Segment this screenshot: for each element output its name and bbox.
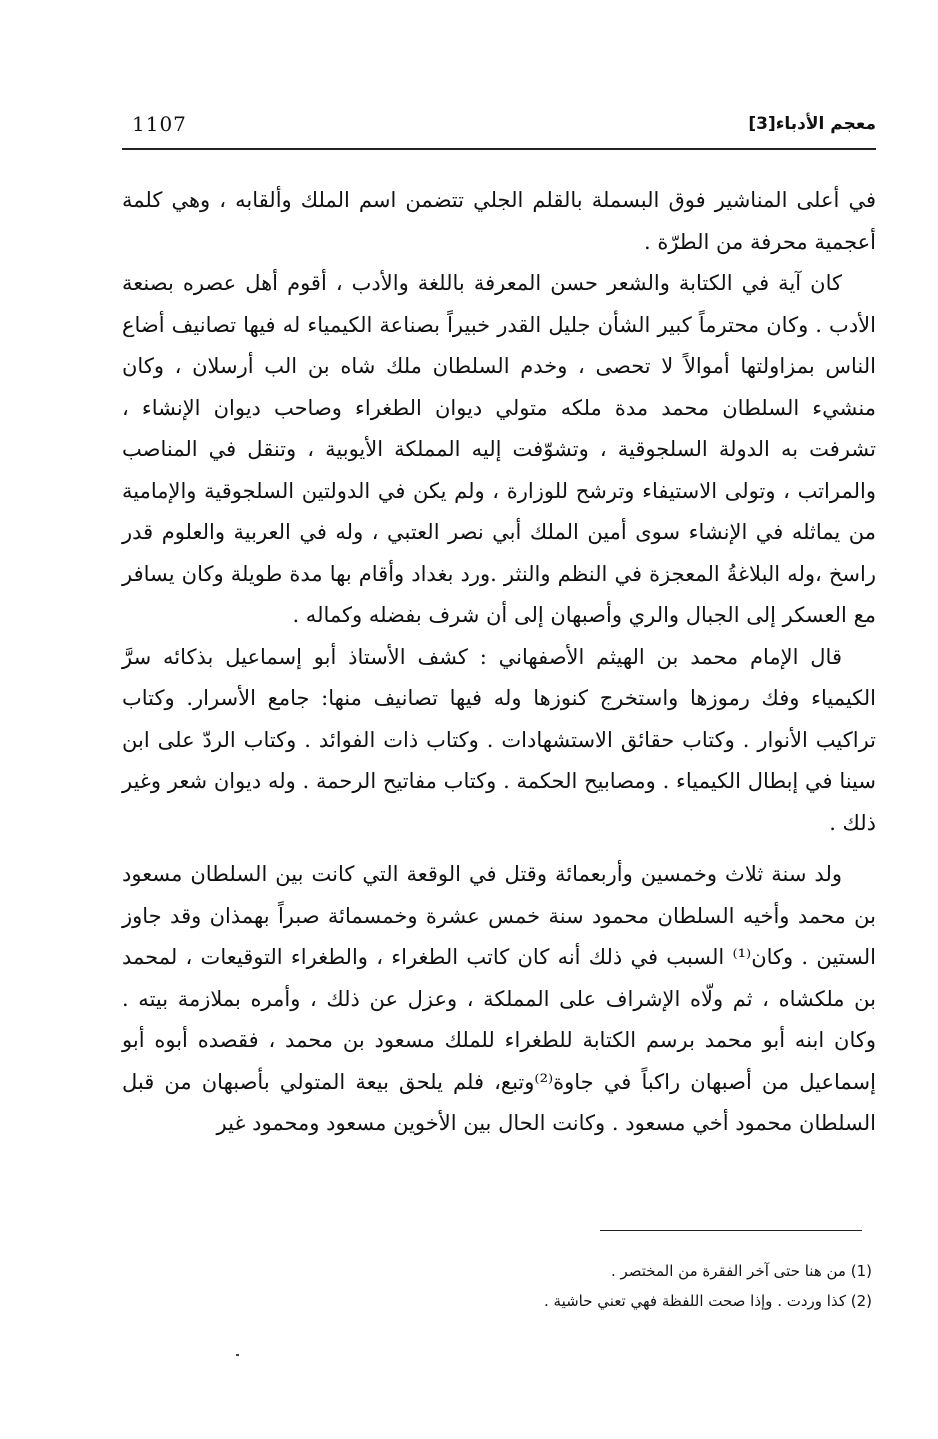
footnote-2: (2) كذا وردت . وإذا صحت اللفظة فهي تعني حاشية . [544,1292,872,1310]
paragraph-3: قال الإمام محمد بن الهيثم الأصفهاني : كشف الأستاذ أبو إسماعيل بذكائه سرَّ الكيمياء وفك رموزها واستخرج كنوزها وله فيها تصانيف منها: جامع الأسرار. وكتاب تراكيب الأنوار . وكتاب حقائق الاستشهادات . وكتاب ذات الفوائد . وكتاب الردّ على ابن سينا في إبطال الكيمياء . ومصابيح الحكمة . وكتاب مفاتيح الرحمة . وله ديوان شعر وغير ذلك . [122,644,876,835]
page-number: 1107 [132,112,187,136]
paragraph-4: ولد سنة ثلاث وخمسين وأربعمائة وقتل في الوقعة التي كانت بين السلطان مسعود بن محمد وأخيه السلطان محمود سنة خمس عشرة وخمسمائة صبراً بهمذان وقد جاوز الستين . وكان⁽¹⁾ السبب في ذلك أنه كان كاتب الطغراء ، والطغراء التوقيعات ، لمحمد بن ملكشاه ، ثم ولّاه الإشراف على المملكة ، وعزل عن ذلك ، وأمره بملازمة بيته . وكان ابنه أبو محمد برسم الكتابة للطغراء للملك مسعود بن محمد ، فقصده أبوه أبو إسماعيل من أصبهان راكباً في جاوة⁽²⁾وتبع، فلم يلحق بيعة المتولي بأصبهان من قبل السلطان محمود أخي مسعود . وكانت الحال بين الأخوين مسعود ومحمود غير [122,862,876,1135]
running-title: معجم الأدباء[3] [748,114,876,134]
stray-mark [236,1354,239,1356]
footnotes [122,1256,872,1316]
footnote-divider [600,1230,862,1231]
paragraph-2: كان آية في الكتابة والشعر حسن المعرفة باللغة والأدب ، أقوم أهل عصره بصنعة الأدب . وكان محترماً كبير الشأن جليل القدر خبيراً بصناعة الكيمياء له فيها تصانيف أضاع الناس بمزاولتها أموالاً لا تحصى ، وخدم السلطان ملك شاه بن الب أرسلان ، وكان منشيء السلطان محمد مدة ملكه متولي ديوان الطغراء وصاحب ديوان الإنشاء ، تشرفت به الدولة السلجوقية ، وتشوّفت إليه المملكة الأيوبية ، وتنقل في المناصب والمراتب ، وتولى الاستيفاء وترشح للوزارة ، ولم يكن في الدولتين السلجوقية والإمامية من يماثله في الإنشاء سوى أمين الملك أبي نصر العتبي ، وله في العربية والعلوم قدر راسخ ،وله البلاغةُ المعجزة في النظم والنثر .ورد بغداد وأقام بها مدة طويلة وكان يسافر مع العسكر إلى الجبال والري وأصبهان إلى أن شرف بفضله وكماله . [122,271,876,627]
page-header [122,108,876,150]
paragraph-1: في أعلى المناشير فوق البسملة بالقلم الجلي تتضمن اسم الملك وألقابه ، وهي كلمة أعجمية محرفة من الطرّة . [122,188,876,254]
main-text [122,180,876,1145]
footnote-1: (1) من هنا حتى آخر الفقرة من المختصر . [610,1262,872,1280]
